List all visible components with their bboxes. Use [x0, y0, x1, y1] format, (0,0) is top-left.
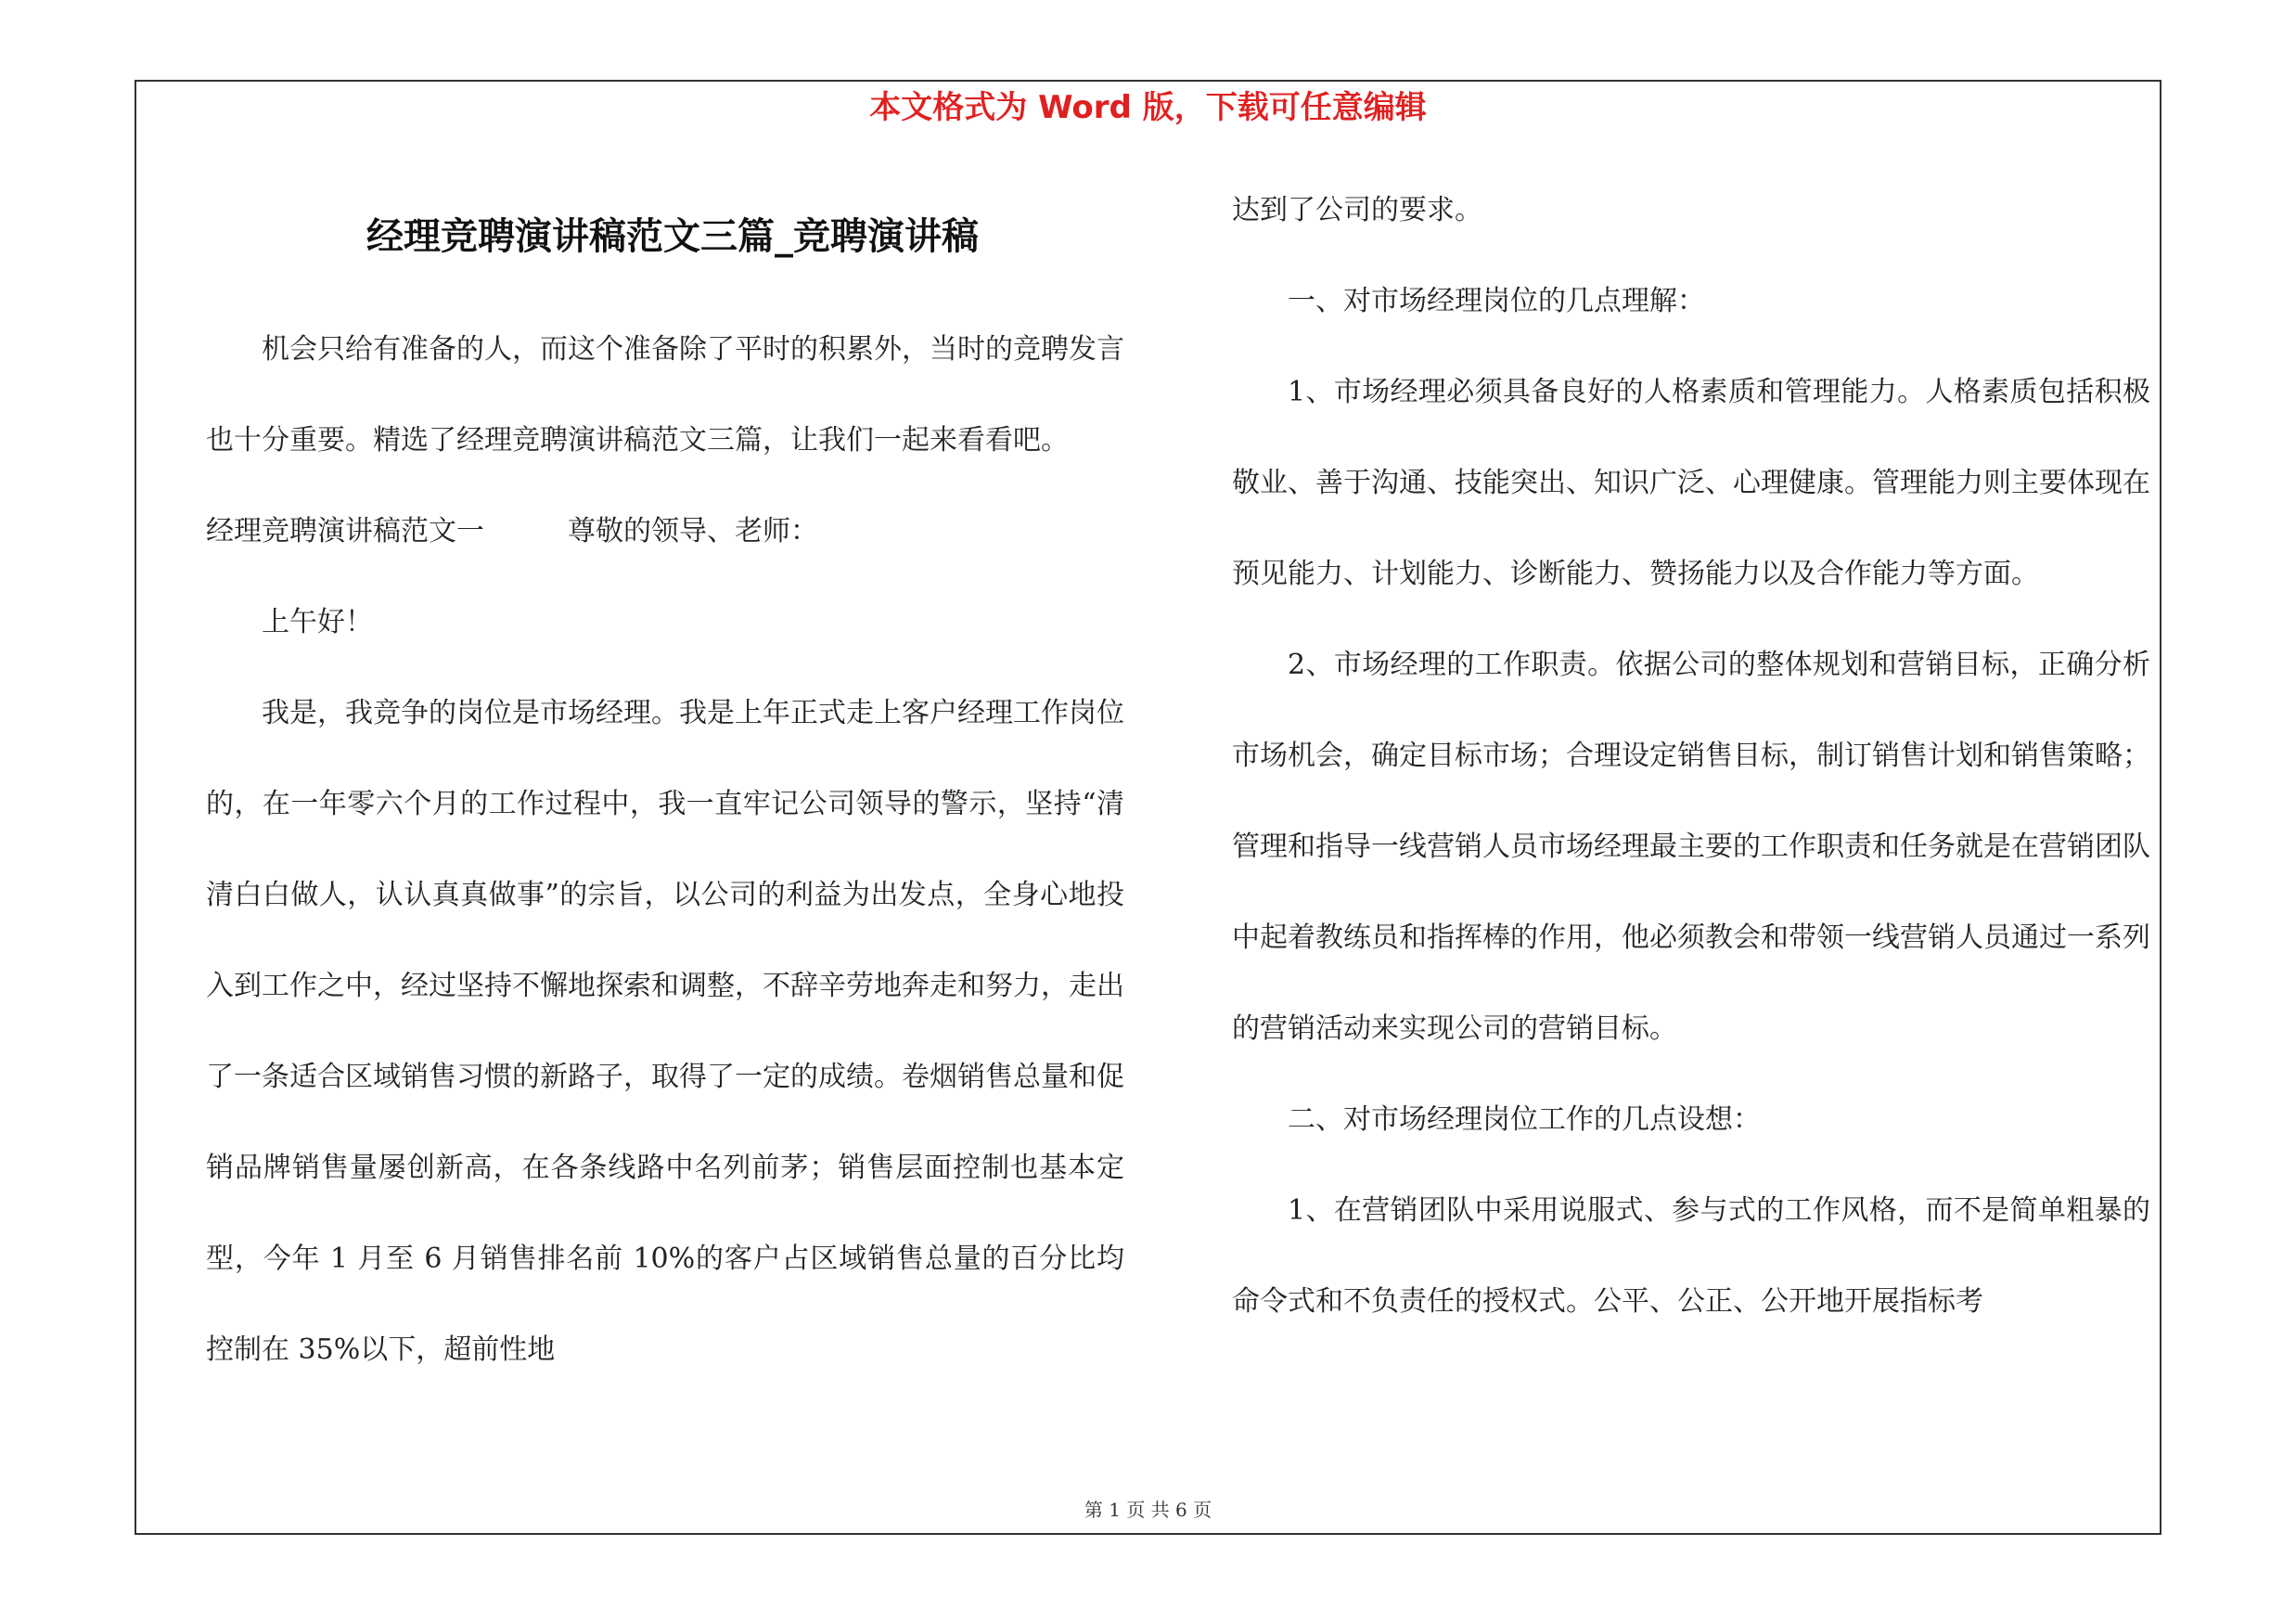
continuation-paragraph: 达到了公司的要求。 — [1232, 194, 1482, 226]
point-paragraph-2: 2、市场经理的工作职责。依据公司的整体规划和营销目标，正确分析市场机会，确定目标市场；合理设定销售目标，制订销售计划和销售策略；管理和指导一线营销人员市场经理最主要的工作职责和任务就是在营销团队中起着教练员和指挥棒的作用，他必须教会和带领一线营销人员通过一系列的营销活动来实现公司的营销目标。 — [1232, 649, 2150, 1045]
greeting-paragraph: 上午好！ — [262, 606, 373, 638]
heading-plans: 二、对市场经理岗位工作的几点设想： — [1288, 1103, 1761, 1136]
heading-understanding: 一、对市场经理岗位的几点理解： — [1288, 285, 1705, 317]
point-paragraph-1: 1、市场经理必须具备良好的人格素质和管理能力。人格素质包括积极敬业、善于沟通、技能突出、知识广泛、心理健康。管理能力则主要体现在预见能力、计划能力、诊断能力、赞扬能力以及合作能力等方面。 — [1232, 376, 2150, 590]
right-column — [1232, 165, 2150, 1347]
body-paragraph: 我是，我竞争的岗位是市场经理。我是上年正式走上客户经理工作岗位的，在一年零六个月的工作过程中，我一直牢记公司领导的警示，坚持“清清白白做人，认认真真做事”的宗旨，以公司的利益为出发点，全身心地投入到工作之中，经过坚持不懈地探索和调整，不辞辛劳地奔走和努力，走出了一条适合区域销售习惯的新路子，取得了一定的成绩。卷烟销售总量和促销品牌销售量屡创新高，在各条线路中名列前茅；销售层面控制也基本定型，今年 1 月至 6 月销售排名前 10%的客户占区域销售总量的百分比均控制在 35%以下，超前性地 — [206, 697, 1124, 1366]
section-heading: 经理竞聘演讲稿范文一 尊敬的领导、老师： — [206, 515, 818, 547]
left-column — [206, 304, 1124, 1396]
format-notice-banner: 本文格式为 Word 版，下载可任意编辑 — [869, 89, 1427, 126]
page-number-footer: 第 1 页 共 6 页 — [1084, 1499, 1212, 1521]
point-paragraph-3: 1、在营销团队中采用说服式、参与式的工作风格，而不是简单粗暴的命令式和不负责任的授权式。公平、公正、公开地开展指标考 — [1232, 1194, 2150, 1318]
intro-paragraph: 机会只给有准备的人，而这个准备除了平时的积累外，当时的竞聘发言也十分重要。精选了经理竞聘演讲稿范文三篇，让我们一起来看看吧。 — [206, 333, 1124, 457]
document-title: 经理竞聘演讲稿范文三篇_竞聘演讲稿 — [366, 214, 979, 258]
